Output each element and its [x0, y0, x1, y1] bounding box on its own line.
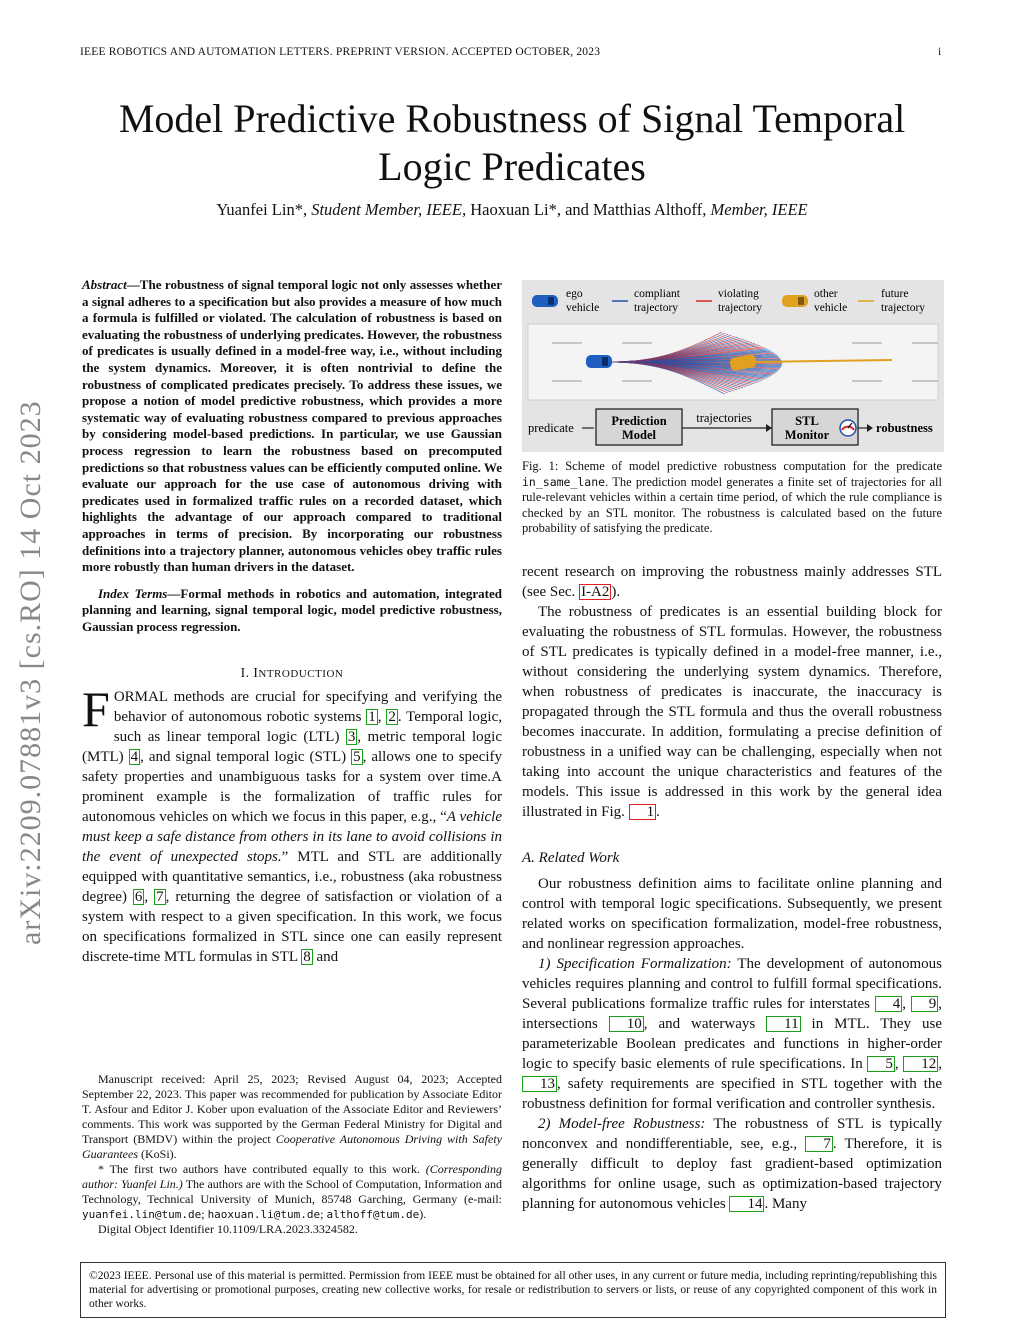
citation-link[interactable]: 12 — [903, 1056, 938, 1072]
ego-vehicle-on-road — [586, 355, 612, 368]
running-header: IEEE ROBOTICS AND AUTOMATION LETTERS. PREPRINT VERSION. ACCEPTED OCTOBER, 2023 — [80, 46, 601, 58]
abstract-text: —The robustness of signal temporal logic not only assesses whether a signal adheres to a specification but also provides a measure of how much a formula is fulfilled or violated. The calculation of robustness is based on evaluating the robustness of underlying predicates. However, the robustness of predicates is usually defined in a model-free way, i.e., without including the system dynamics. Moreover, it is often nontrivial to define the robustness of complicated predicates precisely. To address these issues, we propose a notion of model predictive robustness, which provides a more systematic way of evaluating robustness compared to previous approaches by considering model-based predictions. In particular, we use Gaussian process regression to learn the robustness based on precomputed predictions so that robustness values can be efficiently computed online. We evaluate our approach for the use case of autonomous driving with predicates used in formalized traffic rules on a recorded dataset, which highlights the advantage of our approach compared to traditional approaches in terms of precision. By incorporating our robustness definitions into a trajectory planner, autonomous vehicles obey traffic rules more robustly than human drivers in the dataset. — [82, 277, 502, 575]
svg-text:ego: ego — [566, 288, 583, 300]
citation-link[interactable]: 1 — [368, 709, 376, 726]
svg-text:compliant: compliant — [634, 288, 680, 300]
author-3: and Matthias Althoff, — [565, 200, 707, 219]
abstract — [82, 277, 502, 576]
section-link[interactable]: I-A2 — [581, 584, 610, 600]
author-list: Yuanfei Lin*, Student Member, IEEE, Haoxuan Li*, and Matthias Althoff, Member, IEEE — [216, 200, 808, 219]
email-link[interactable]: yuanfei.lin@tum.de — [82, 1208, 202, 1221]
drop-cap: F — [82, 681, 110, 738]
citation-link[interactable]: 2 — [388, 709, 396, 726]
paper-title: Model Predictive Robustness of Signal Temporal Logic Predicates — [118, 96, 906, 189]
index-terms — [82, 586, 502, 636]
svg-text:predicate: predicate — [528, 421, 574, 435]
svg-text:Monitor: Monitor — [784, 428, 830, 442]
svg-text:vehicle: vehicle — [814, 302, 848, 314]
citation-link[interactable]: 4 — [875, 996, 903, 1012]
citation-link[interactable]: 11 — [766, 1016, 800, 1032]
other-vehicle-icon — [782, 295, 808, 307]
citation-link[interactable]: 3 — [347, 729, 356, 746]
subsection-related-work: A. Related Work — [522, 850, 620, 866]
svg-text:trajectories: trajectories — [696, 411, 752, 425]
intro-paragraph: FORMAL methods are crucial for specifying and verifying the behavior of autonomous robotic systems 1 , 2 . Temporal logic, such as linear temporal logic (LTL) 3 , metric temporal logic (MTL) 4 , and signal temporal logic (STL) 5 , allows one to specify safety properties and unambiguous tasks for a system over time.A prominent example is the formalization of traffic rules for autonomous vehicles on which we focus in this paper, e.g., “A vehicle must keep a safe distance from others in its lane to avoid collisions in the event of unexpected stops.” MTL and STL are additionally equipped with quantitative semantics, i.e., robustness (aka robustness degree) 6 , 7 , returning the degree of satisfaction or violation of a system with respect to a given specification. In this work, we focus on specifications formalized in STL since one can easily represent discrete-time MTL formulas in STL 8 and — [82, 681, 503, 966]
svg-text:violating: violating — [718, 288, 759, 300]
figure-1 — [522, 280, 944, 452]
svg-text:Prediction: Prediction — [611, 414, 667, 428]
citation-link[interactable]: 8 — [303, 949, 311, 966]
svg-text:Model: Model — [621, 428, 657, 442]
citation-link[interactable]: 9 — [911, 996, 939, 1012]
section-heading-introduction: I. INTRODUCTION — [240, 665, 344, 681]
author-1: Yuanfei Lin — [216, 200, 295, 219]
citation-link[interactable]: 10 — [609, 1016, 644, 1032]
author-3-role: Member, IEEE — [710, 200, 808, 219]
ego-vehicle-icon — [532, 295, 558, 307]
copyright-notice: ©2023 IEEE. Personal use of this material is permitted. Permission from IEEE must be obtained for all other uses, in any current or future media, including reprinting/republishing this material for advertising or promotional purposes, creating new collective works, for resale or redistribution to servers or lists, or reuse of any copyrighted component of this work in other works. — [80, 1262, 946, 1318]
citation-link[interactable]: 14 — [729, 1196, 764, 1212]
citation-link[interactable]: 5 — [353, 749, 361, 766]
author-1-role: Student Member, IEEE, — [311, 200, 467, 219]
footnotes: Manuscript received: April 25, 2023; Revised August 04, 2023; Accepted September 22, 2023. This paper was recommended for publication by Associate Editor T. Asfour and Editor J. Kober upon evaluation of the Associate Editor and Reviewers’ comments. This work was supported by the German Federal Ministry for Digital and Transport (BMDV) within the project Cooperative Autonomous Driving with Safety Guarantees (KoSi). * The first two authors have contributed equally to this work. (Corresponding author: Yuanfei Lin.) The authors are with the School of Computation, Information and Technology, Technical University of Munich, 85748 Garching, Germany (e-mail: yuanfei.lin@tum.de; haoxuan.li@tum.de; althoff@tum.de). Digital Object Identifier 10.1109/LRA.2023.3324582. — [82, 1072, 503, 1236]
right-column: recent research on improving the robustness mainly addresses STL (see Sec. I-A2 ). The robustness of predicates is an essential building block for evaluating the robustness of STL formulas. However, the robustness of STL predicates is typically defined in a model-free manner, i.e., without considering the underlying system dynamics. Therefore, when robustness of predicates is inaccurate, the inaccuracy is propagated through the STL formula and thus the overall robustness becomes inaccurate. In addition, formulating a precise definition of robustness in a unified way can be challenging, especially when not taking into account the unique characteristics and features of the models. This issue is addressed in this work by the general idea illustrated in Fig. 1 . A. Related Work Our robustness definition aims to facilitate online planning and control with temporal logic specifications. Subsequently, we present related works on specification formalization, model-free robustness, and nonlinear regression approaches. 1) Specification Formalization: The development of autonomous vehicles requires planning and control to fulfill formal specifications. Several publications formalize traffic rules for interstates 4 , 9 , intersections 10 , and waterways 11 in MTL. They use parameterizable Boolean predicates and functions in higher-order logic to specify basic elements of rule specifications. In 5 , 12 , 13 , safety requirements are specified in STL together with the robustness definition for formal verification and controller synthesis. 2) Model-free Robustness: The robustness of STL is typically nonconvex and nondifferentiable, see, e.g., 7 . Therefore, it is generally difficult to deploy fast gradient-based optimization algorithms for online usage, such as optimization-based trajectory planning for autonomous vehicles 14 . Many — [522, 564, 943, 1212]
citation-link[interactable]: 5 — [867, 1056, 895, 1072]
page-number: i — [938, 46, 942, 58]
svg-text:trajectory: trajectory — [718, 302, 763, 314]
citation-link[interactable]: 6 — [134, 889, 143, 906]
svg-text:other: other — [814, 288, 838, 300]
figure-1-caption: Fig. 1: Scheme of model predictive robustness computation for the predicate in_same_lane. The prediction model generates a finite set of trajectories for all rule-relevant vehicles within a certain time period, of which the rule compliance is checked by an STL monitor. The robustness is calculated based on the future probability of satisfying the predicate. — [522, 459, 942, 535]
left-column — [82, 277, 502, 967]
citation-link[interactable]: 7 — [156, 889, 164, 906]
citation-link[interactable]: 4 — [130, 749, 139, 766]
figure-1-graphic — [522, 280, 944, 452]
related-work-intro: Our robustness definition aims to facilitate online planning and control with temporal logic specifications. Subsequently, we present related works on specification formalization, model-free robustness, and nonlinear regression approaches. — [522, 876, 942, 952]
svg-text:robustness: robustness — [876, 421, 933, 435]
email-link[interactable]: althoff@tum.de — [326, 1208, 420, 1221]
index-terms-label: Index Terms — [98, 585, 168, 601]
figure-link[interactable]: 1 — [629, 804, 657, 820]
svg-text:trajectory: trajectory — [881, 302, 926, 314]
author-2: Haoxuan Li — [470, 200, 549, 219]
citation-link[interactable]: 13 — [522, 1076, 557, 1092]
svg-text:trajectory: trajectory — [634, 302, 679, 314]
svg-text:vehicle: vehicle — [566, 302, 600, 314]
arxiv-stamp: arXiv:2209.07881v3 [cs.RO] 14 Oct 2023 — [14, 400, 47, 945]
svg-text:STL: STL — [795, 414, 819, 428]
email-link[interactable]: haoxuan.li@tum.de — [207, 1208, 321, 1221]
doi: Digital Object Identifier 10.1109/LRA.2023.3324582. — [98, 1222, 358, 1236]
svg-text:future: future — [881, 288, 909, 300]
citation-link[interactable]: 7 — [805, 1136, 833, 1152]
abstract-label: Abstract — [82, 277, 127, 292]
index-terms-text: —Formal methods in robotics and automation, integrated planning and learning, signal temporal logic, model predictive robustness, Gaussian process regression. — [82, 585, 502, 634]
